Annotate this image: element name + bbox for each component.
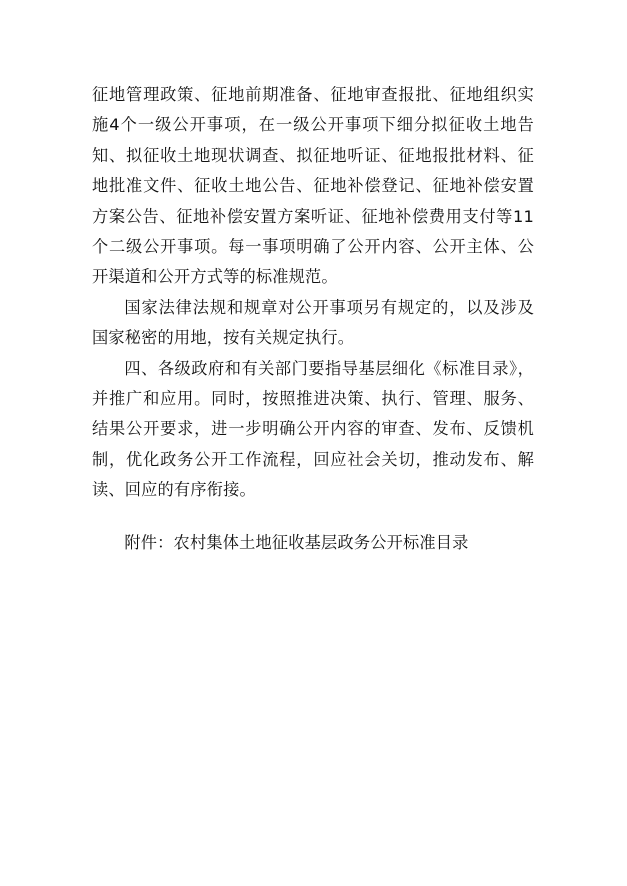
paragraph-spacer xyxy=(92,506,534,528)
paragraph-section-four: 四、各级政府和有关部门要指导基层细化《标准目录》，并推广和应用。同时，按照推进决策、执行、管理、服务、结果公开要求，进一步明确公开内容的审查、发布、反馈机制，优化政务公开工作流程，回应社会关切，推动发布、解读、回应的有序衔接。 xyxy=(92,358,534,500)
paragraph-public-items: 征地管理政策、征地前期准备、征地审查报批、征地组织实施4个一级公开事项，在一级公开事项下细分拟征收土地告知、拟征收土地现状调查、拟征地听证、征地报批材料、征地批准文件、征收土地公告、征地补偿登记、征地补偿安置方案公告、征地补偿安置方案听证、征地补偿费用支付等11个二级公开事项。每一事项明确了公开内容、公开主体、公开渠道和公开方式等的标准规范。 xyxy=(92,85,534,287)
paragraph-legal-exceptions: 国家法律法规和规章对公开事项另有规定的，以及涉及国家秘密的用地，按有关规定执行。 xyxy=(92,297,534,348)
document-body xyxy=(92,80,534,558)
attachment-line: 附件：农村集体土地征收基层政务公开标准目录 xyxy=(124,532,469,552)
